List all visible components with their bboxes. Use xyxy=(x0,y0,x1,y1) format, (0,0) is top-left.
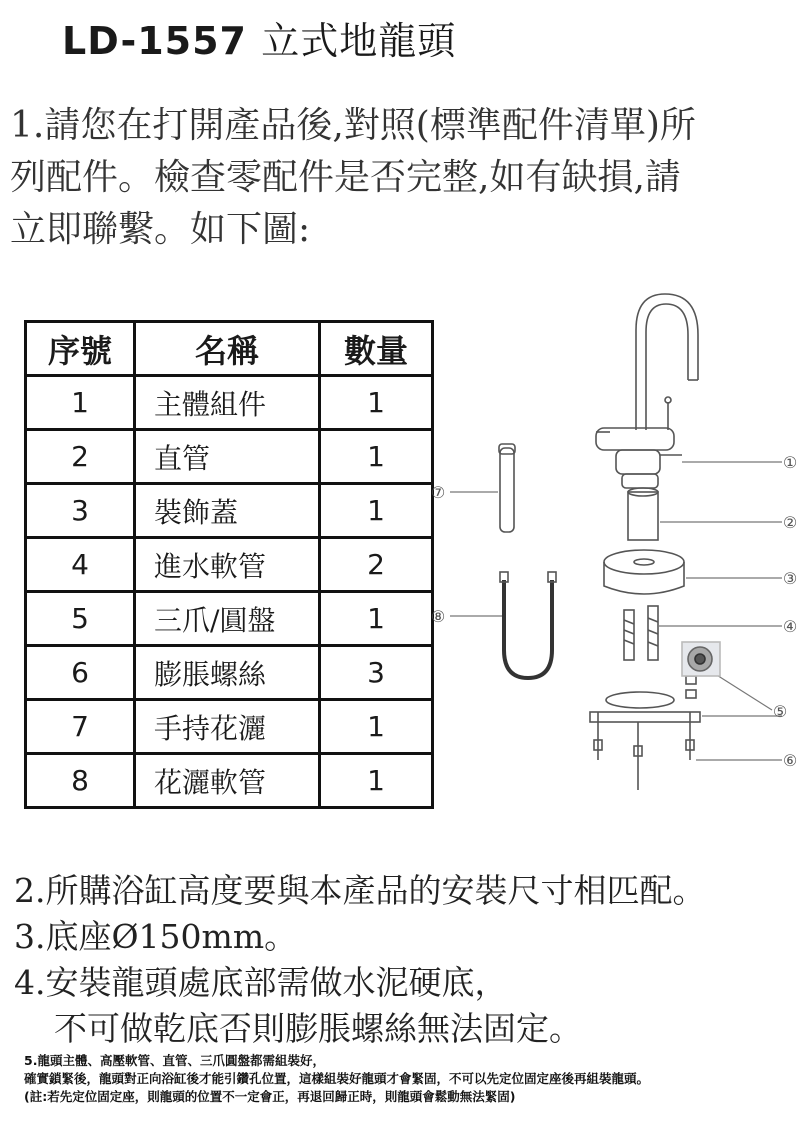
callout-3: ③ xyxy=(782,569,798,588)
installation-notes xyxy=(14,868,706,1052)
cell-quantity: 1 xyxy=(320,592,433,646)
callout-6: ⑥ xyxy=(782,751,798,770)
cell-quantity: 1 xyxy=(320,430,433,484)
table-row xyxy=(26,430,433,484)
header-quantity: 數量 xyxy=(320,322,433,376)
assembly-note-line: 確實鎖緊後，龍頭對正向浴缸後才能引鑽孔位置，這樣組裝好龍頭才會緊固，不可以先定位固定座後再組裝龍頭。 xyxy=(24,1071,650,1086)
table-row xyxy=(26,538,433,592)
cell-quantity: 3 xyxy=(320,646,433,700)
table-row xyxy=(26,376,433,430)
assembly-note-line: 5.龍頭主體、高壓軟管、直管、三爪圓盤都需組裝好， xyxy=(24,1053,325,1068)
shower-hose-illustration xyxy=(500,572,556,678)
cell-name: 三爪/圓盤 xyxy=(135,592,320,646)
straight-pipe-illustration xyxy=(628,488,658,540)
cell-name: 膨脹螺絲 xyxy=(135,646,320,700)
table-row xyxy=(26,700,433,754)
callout-4: ④ xyxy=(782,617,798,636)
assembly-note-line: (註:若先定位固定座，則龍頭的位置不一定會正，再退回歸正時，則龍頭會鬆動無法緊固) xyxy=(24,1089,516,1104)
table-row xyxy=(26,646,433,700)
hand-shower-illustration xyxy=(499,444,515,532)
model-number: LD-1557 xyxy=(62,19,247,63)
callout-8: ⑧ xyxy=(430,607,446,626)
header-name: 名稱 xyxy=(135,322,320,376)
cell-number: 8 xyxy=(26,754,135,808)
exploded-parts-diagram xyxy=(420,280,800,810)
note-3: 3.底座Ø150mm。 xyxy=(14,917,298,956)
cell-name: 裝飾蓋 xyxy=(135,484,320,538)
cell-number: 6 xyxy=(26,646,135,700)
cell-quantity: 1 xyxy=(320,700,433,754)
intro-line: 1.請您在打開產品後,對照(標準配件清單)所 xyxy=(10,105,696,146)
cell-name: 花灑軟管 xyxy=(135,754,320,808)
inlet-hose-illustration xyxy=(624,606,658,660)
table-header-row xyxy=(26,322,433,376)
faucet-spout-illustration xyxy=(636,294,698,430)
table-row xyxy=(26,754,433,808)
cell-name: 手持花灑 xyxy=(135,700,320,754)
decorative-cover-illustration xyxy=(604,550,684,594)
note-2: 2.所購浴缸高度要與本產品的安裝尺寸相匹配。 xyxy=(14,871,706,910)
cell-number: 5 xyxy=(26,592,135,646)
cell-number: 1 xyxy=(26,376,135,430)
tripod-base-illustration xyxy=(590,692,700,790)
cell-name: 主體組件 xyxy=(135,376,320,430)
cell-quantity: 1 xyxy=(320,754,433,808)
callout-5: ⑤ xyxy=(772,702,788,721)
cell-quantity: 2 xyxy=(320,538,433,592)
cell-number: 3 xyxy=(26,484,135,538)
callout-1: ① xyxy=(782,453,798,472)
cell-number: 4 xyxy=(26,538,135,592)
note-4-continued: 不可做乾底否則膨脹螺絲無法固定。 xyxy=(54,1009,582,1048)
parts-table xyxy=(24,320,434,809)
cell-number: 7 xyxy=(26,700,135,754)
assembly-note xyxy=(24,1052,649,1106)
table-row xyxy=(26,592,433,646)
header-number: 序號 xyxy=(26,322,135,376)
cell-name: 直管 xyxy=(135,430,320,484)
intro-paragraph xyxy=(10,100,770,256)
cell-number: 2 xyxy=(26,430,135,484)
callout-2: ② xyxy=(782,513,798,532)
expansion-screw-illustration xyxy=(686,676,696,698)
product-name: 立式地龍頭 xyxy=(261,19,457,63)
note-4: 4.安裝龍頭處底部需做水泥硬底， xyxy=(14,963,508,1002)
cell-quantity: 1 xyxy=(320,376,433,430)
cell-name: 進水軟管 xyxy=(135,538,320,592)
callout-7: ⑦ xyxy=(430,483,446,502)
table-row xyxy=(26,484,433,538)
intro-line: 立即聯繫。如下圖: xyxy=(10,209,311,250)
cell-quantity: 1 xyxy=(320,484,433,538)
tripod-photo-illustration xyxy=(682,642,720,676)
page-title xyxy=(62,10,456,65)
main-body-illustration xyxy=(596,397,682,488)
intro-line: 列配件。檢查零配件是否完整,如有缺損,請 xyxy=(10,157,681,198)
